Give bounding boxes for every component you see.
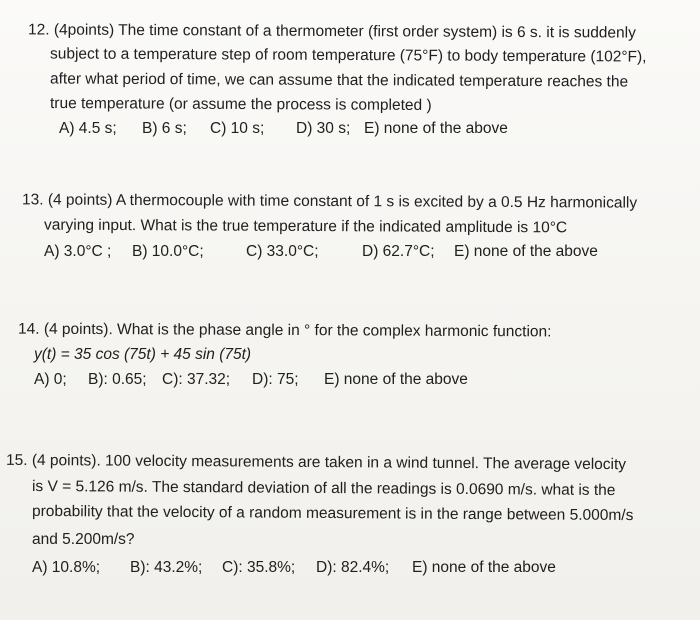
question-15-line-4: and 5.200m/s? — [32, 531, 135, 548]
question-12-option-b: B) 6 s; — [142, 120, 187, 137]
question-12-option-a: A) 4.5 s; — [59, 120, 117, 137]
question-13-option-e: E) none of the above — [454, 243, 598, 260]
question-12-line-4: true temperature (or assume the process is completed ) — [49, 95, 432, 114]
question-14-option-a: A) 0; — [34, 371, 67, 388]
question-15-option-c: C): 35.8%; — [222, 559, 296, 576]
question-13-line-1: 13. (4 points) A thermocouple with time constant of 1 s is excited by a 0.5 Hz harmonically — [21, 191, 638, 212]
question-14-option-b: B): 0.65; — [88, 371, 147, 388]
question-15-line-3: probability that the velocity of a random measurement is in the range between 5.000m/s — [31, 502, 634, 525]
question-13-option-a: A) 3.0°C ; — [44, 243, 112, 260]
question-12-line-3: after what period of time, we can assume that the indicated temperature reaches the — [49, 70, 629, 91]
question-13-option-d: D) 62.7°C; — [362, 243, 435, 260]
question-12-option-e: E) none of the above — [364, 120, 508, 137]
question-13-line-2: varying input. What is the true temperature if the indicated amplitude is 10°C — [43, 216, 568, 237]
question-12-option-c: C) 10 s; — [210, 120, 265, 137]
question-14-option-c: C): 37.32; — [162, 371, 231, 388]
question-12-line-1: 12. (4points) The time constant of a thermometer (first order system) is 6 s. it is suddenly — [27, 21, 636, 42]
question-15-option-e: E) none of the above — [412, 559, 556, 576]
question-15-option-b: B): 43.2%; — [130, 559, 203, 576]
question-14-function: y(t) = 35 cos (75t) + 45 sin (75t) — [34, 346, 252, 363]
question-12-option-d: D) 30 s; — [296, 120, 351, 137]
question-14-option-d: D): 75; — [252, 371, 299, 388]
question-13-option-b: B) 10.0°C; — [132, 243, 204, 260]
question-14-option-e: E) none of the above — [324, 371, 468, 388]
question-15-line-2: is V = 5.126 m/s. The standard deviation of all the readings is 0.0690 m/s. what is the — [31, 477, 616, 500]
question-15-option-d: D): 82.4%; — [316, 559, 390, 576]
question-12-line-2: subject to a temperature step of room temperature (75°F) to body temperature (102°F), — [49, 45, 647, 66]
question-15-option-a: A) 10.8%; — [32, 559, 101, 576]
question-13-option-c: C) 33.0°C; — [246, 243, 319, 260]
question-14-line-1: 14. (4 points). What is the phase angle in ° for the complex harmonic function: — [17, 320, 552, 341]
question-15-line-1: 15. (4 points). 100 velocity measurements are taken in a wind tunnel. The average velocity — [5, 451, 627, 474]
